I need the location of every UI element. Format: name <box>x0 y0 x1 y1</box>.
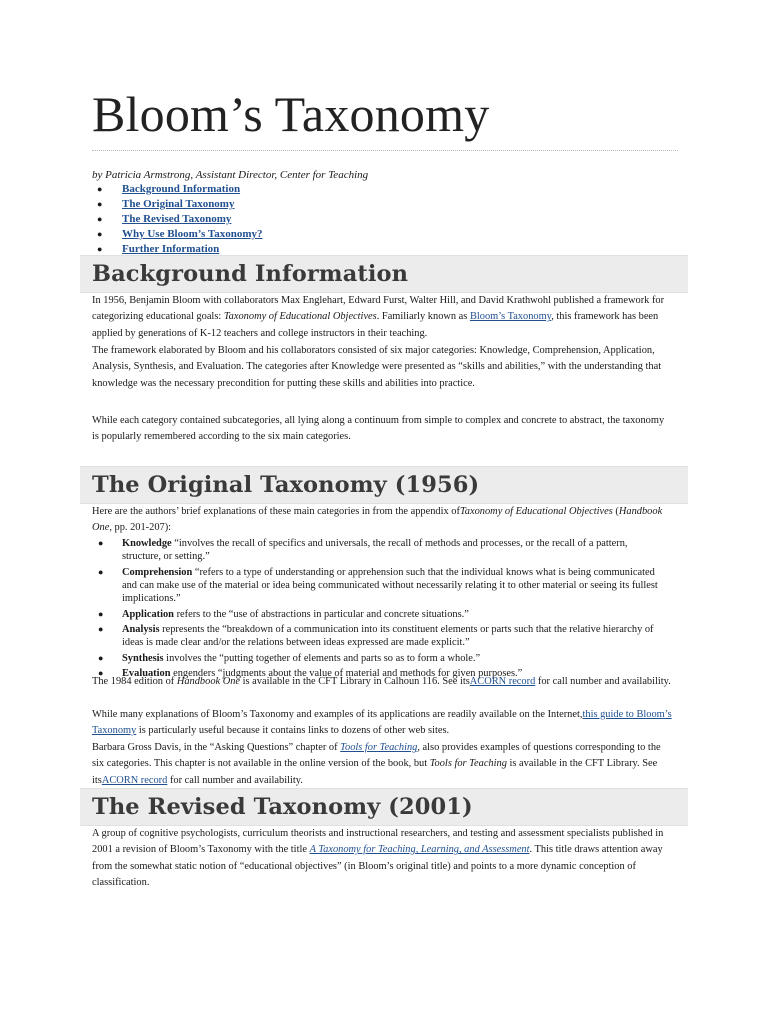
section-heading: The Original Taxonomy (1956) <box>92 472 480 498</box>
byline: by Patricia Armstrong, Assistant Director, Center for Teaching <box>92 169 369 181</box>
text-run: for call number and availability. <box>535 676 671 687</box>
tools-for-teaching-link[interactable]: Tools for Teaching <box>340 742 418 753</box>
category-item-synthesis <box>92 652 660 665</box>
category-term: Synthesis <box>122 652 164 664</box>
text-run: A group of cognitive psychologists, curriculum theorists and instructional researchers, and testing and assessment specialists published in 2001 a revision of Bloom’s Taxonomy with the title <box>92 828 664 856</box>
background-paragraph-1 <box>92 293 672 342</box>
section-heading: Background Information <box>92 261 409 287</box>
acorn-record-link-2[interactable]: ACORN record <box>101 774 168 786</box>
text-run: Barbara Gross Davis, in the “Asking Questions” chapter of <box>92 742 341 753</box>
category-term: Knowledge <box>122 538 172 549</box>
category-term: Application <box>122 608 174 620</box>
page-title: Bloom’s Taxonomy <box>92 86 490 142</box>
text-run: for call number and availability. <box>167 774 303 786</box>
category-item-application <box>92 608 660 621</box>
text-run: , this framework has been applied by generations of K-12 teachers and college instructors in their teaching. <box>92 311 659 339</box>
bullet-icon: ● <box>97 184 103 194</box>
bullet-icon: ● <box>98 668 104 679</box>
bullet-icon: ● <box>97 229 103 239</box>
toc-item <box>92 182 262 197</box>
bullet-icon: ● <box>97 214 103 224</box>
acorn-record-link[interactable]: ACORN record <box>469 676 536 687</box>
text-run: . Familiarly known as <box>376 311 470 323</box>
category-description: represents the “breakdown of a communication into its constituent elements or parts such that the relative hierarchy of ideas is made clear and/or the relations between ideas expressed are made explicit.” <box>122 624 654 649</box>
category-item-analysis <box>92 623 660 650</box>
bullet-icon: ● <box>98 608 104 619</box>
section-header-background <box>80 255 688 293</box>
title-divider <box>92 150 678 151</box>
original-intro <box>92 504 672 537</box>
category-description: engenders “judgments about the value of material and methods for given purposes.” <box>170 668 523 680</box>
text-run: , also provides examples of questions corresponding to the six categories. This chapter is not available in the online version of the book, but <box>92 742 661 770</box>
bullet-icon: ● <box>98 566 104 577</box>
category-item-knowledge <box>92 537 660 564</box>
book-title: Handbook One <box>92 506 663 534</box>
toc-item <box>92 197 262 212</box>
internet-paragraph <box>92 707 672 740</box>
text-run: Here are the authors’ brief explanations of these main categories in from the appendix of <box>92 506 460 517</box>
toc-link-background[interactable]: Background Information <box>122 183 241 195</box>
section-heading: The Revised Taxonomy (2001) <box>92 794 473 820</box>
text-run: ( <box>612 506 619 517</box>
book-title: Handbook One <box>176 676 241 687</box>
text-run: is particularly useful because it contains links to dozens of other web sites. <box>136 725 450 737</box>
bullet-icon: ● <box>98 624 104 635</box>
section-header-original <box>80 466 688 504</box>
bullet-icon: ● <box>98 538 104 548</box>
revised-book-link[interactable]: A Taxonomy for Teaching, Learning, and Assessment <box>309 844 530 856</box>
text-run: . This title draws attention away from the somewhat static notion of “educational objectives” (in Bloom’s original title) and points to a more dynamic conception of classification. <box>92 844 663 888</box>
bullet-icon: ● <box>97 244 103 254</box>
category-description: “refers to a type of understanding or apprehension such that the individual knows what is being communicated and can make use of the material or idea being communicated without necessarily relating it to other material or seeing its fullest implications.” <box>122 566 658 605</box>
toc-item <box>92 212 262 227</box>
category-term: Evaluation <box>122 668 171 680</box>
text-run: In 1956, Benjamin Bloom with collaborators Max Englehart, Edward Furst, Walter Hill, and David Krathwohl published a framework for categorizing educational goals: <box>92 295 665 323</box>
background-paragraph-3: While each category contained subcategories, all lying along a continuum from simple to complex and concrete to abstract, the taxonomy is popularly remembered according to the six main categories. <box>92 415 665 443</box>
category-description: involves the “putting together of elements and parts so as to form a whole.” <box>163 652 481 664</box>
category-description: “involves the recall of specifics and universals, the recall of methods and processes, or the recall of a pattern, structure, or setting.” <box>122 538 628 563</box>
text-run: While many explanations of Bloom’s Taxonomy and examples of its applications are readily available on the Internet, <box>92 709 583 720</box>
text-run: , pp. 201-207): <box>109 522 172 534</box>
category-description: refers to the “use of abstractions in particular and concrete situations.” <box>173 608 469 620</box>
book-title: Tools for Teaching <box>429 758 507 770</box>
guide-link[interactable]: this guide to Bloom’s Taxonomy <box>92 709 672 737</box>
background-paragraph-2: The framework elaborated by Bloom and his collaborators consisted of six major categories: Knowledge, Comprehension, Application, Analysis, Synthesis, and Evaluation. The categories after Knowledge were presented as “skills and abilities,” with the understanding that knowledge was the necessary precondition for putting these skills and abilities into practice. <box>92 345 662 389</box>
toc-link-revised[interactable]: The Revised Taxonomy <box>122 213 232 225</box>
category-list <box>92 537 660 683</box>
text-run: is available in the CFT Library in Calhoun 116. See its <box>240 676 470 687</box>
davis-paragraph <box>92 740 672 789</box>
section-header-revised <box>80 788 688 826</box>
toc-link-why-use[interactable]: Why Use Bloom’s Taxonomy? <box>122 228 263 240</box>
book-title: Taxonomy of Educational Objectives <box>459 506 613 517</box>
text-run: The 1984 edition of <box>92 676 177 687</box>
text-run: is available in the CFT Library. See its <box>92 758 658 786</box>
category-term: Analysis <box>122 624 160 636</box>
edition-paragraph <box>92 674 672 690</box>
revised-paragraph <box>92 826 672 891</box>
blooms-taxonomy-link[interactable]: Bloom’s Taxonomy <box>469 311 552 323</box>
toc-link-original[interactable]: The Original Taxonomy <box>122 198 235 210</box>
table-of-contents <box>92 182 262 257</box>
toc-item <box>92 227 262 242</box>
bullet-icon: ● <box>98 652 104 663</box>
book-title: Taxonomy of Educational Objectives <box>223 311 377 323</box>
toc-link-further-info[interactable]: Further Information <box>122 243 220 255</box>
category-term: Comprehension <box>122 566 193 578</box>
category-item-comprehension <box>92 566 660 606</box>
bullet-icon: ● <box>97 199 103 209</box>
